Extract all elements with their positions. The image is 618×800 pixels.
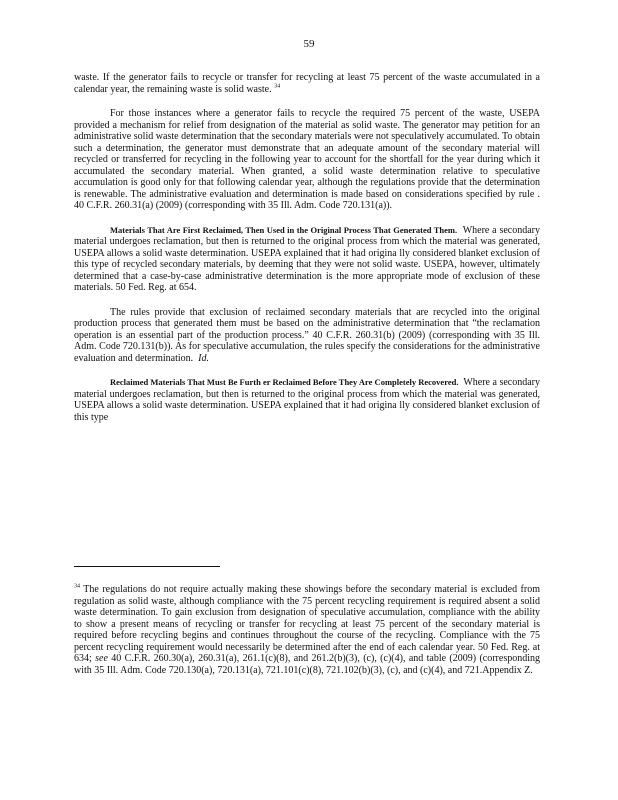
footnote-divider [74, 566, 220, 567]
paragraph-4-text: The rules provide that exclusion of reclaimed secondary materials that are recycled into the original production process that generated them must be based on the administrative determination that “the reclamation operation is an essential part of the production process.” 40 C.F.R. 260.31(b) (2009) (corresponding with 35 Ill. Adm. Code 720.131(b)). As for speculative accumulation, the rules specify the considerations for the administrative evaluation and determination. [74, 306, 540, 364]
footnote-ref: 34 [274, 83, 281, 90]
paragraph-3-text: Where a secondary material undergoes reclamation, but then is returned to the original process from which the material was generated, USEPA allows a solid waste determination. USEPA explained that it had origina lly considered blanket exclusion of this type of recycled secondary materials, by deeming that they were not solid waste. USEPA, however, ultimately determined that a case-by-case administrative determination is the more appropriate mode of exclusion of these materials. 50 Fed. Reg. at 654. [74, 224, 541, 293]
page-number: 59 [303, 38, 315, 50]
footnote-text-a: The regulations do not require actually making these showings before the secondary material is excluded from regulation as solid waste, although compliance with the 75 percent recycling requirement is required absent a solid waste determination. To gain exclusion from designation of speculative accumulation, compliance with the ability to show a present means of recycling or transfer for recycling at least 75 percent of the secondary material is required before recycling begins and continues throughout the course of the recycling. Compliance with the 75 percent recycling requirement would necessarily be determined after the end of each calendar year. 50 Fed. Reg. at 634; [74, 584, 540, 664]
section-heading-further-reclaimed: Reclaimed Materials That Must Be Furth er Reclaimed Before They Are Completely Recovered. [110, 377, 459, 387]
id-citation: Id. [198, 352, 209, 364]
paragraph-5 [74, 377, 540, 423]
paragraph-5-text: Where a secondary material undergoes reclamation, but then is returned to the original process from which the material was generated, USEPA allows a solid waste determination. USEPA explained that it had origina lly considered blanket exclusion of this type [74, 377, 540, 423]
paragraph-1 [74, 72, 540, 95]
paragraph-4 [74, 307, 540, 365]
paragraph-3 [74, 225, 540, 294]
section-heading-reclaimed-original-process: Materials That Are First Reclaimed, Then Used in the Original Process That Generated Them. [110, 224, 458, 235]
footnote-see: see [95, 653, 108, 664]
body-text [74, 72, 540, 423]
footnote [74, 584, 540, 676]
paragraph-1-text: waste. If the generator fails to recycle or transfer for recycling at least 75 percent of the waste accumulated in a calendar year, the remaining waste is solid waste. [74, 72, 540, 95]
footnote-marker: 34 [74, 583, 80, 590]
footnote-text-b: 40 C.F.R. 260.30(a), 260.31(a), 261.1(c)(8), and 261.2(b)(3), (c), (c)(4), and table (2009) (corresponding with 35 Ill. Adm. Code 720.130(a), 720.131(a), 721.101(c)(8), 721.102(b)(3), (c), and (c)(4), and 721.Appendix Z. [74, 653, 540, 676]
paragraph-2: For those instances where a generator fails to recycle the required 75 percent of the waste, USEPA provided a mechanism for relief from designation of the material as solid waste. The generator may petition for an administrative solid waste determination that the secondary materials were not speculatively accumulated. To obtain such a determination, the generator must demonstrate that an adequate amount of the secondary material will recycled or transferred for recycling in the following year to account for the shortfall for the year during which it accumulated the secondary material. When granted, a solid waste determination relative to speculative accumulation is good only for that following calendar year, although the regulations provide that the determination is renewable. The administrative evaluation and determination is made based on considerations specified by rule . 40 C.F.R. 260.31(a) (2009) (corresponding with 35 Ill. Adm. Code 720.131(a)). [74, 108, 540, 211]
